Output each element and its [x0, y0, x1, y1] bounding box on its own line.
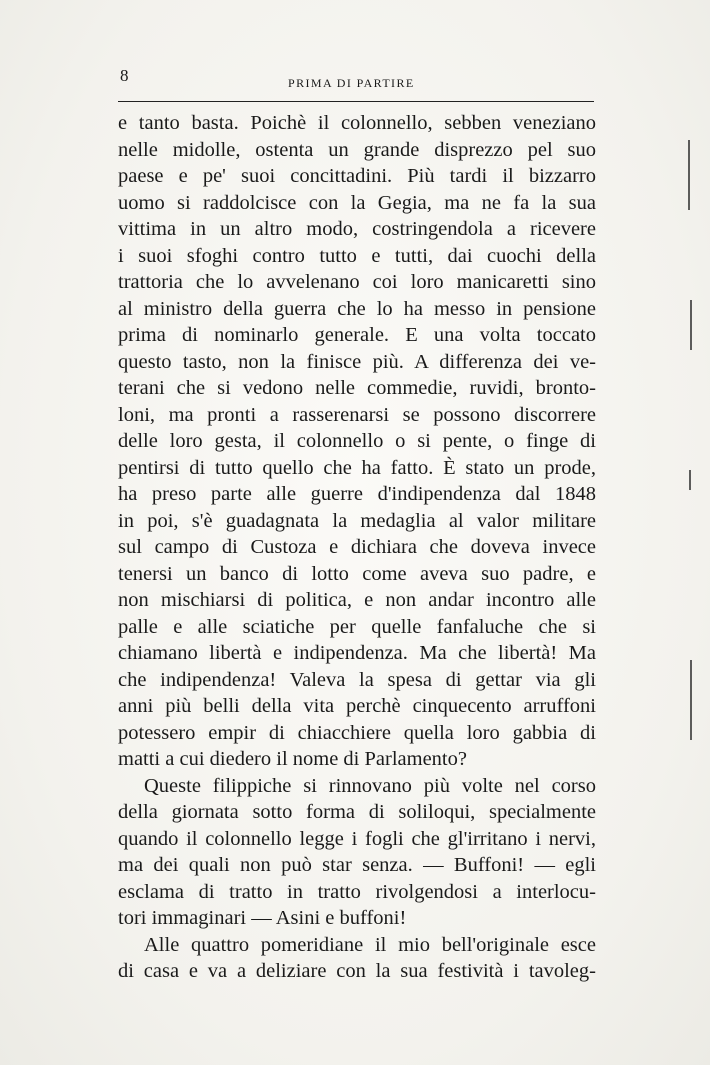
text-line: al ministro della guerra che lo ha messo in pensione [118, 297, 596, 320]
text-line: che indipendenza! Valeva la spesa di gettar via gli [118, 668, 596, 691]
text-line: potessero empir di chiacchiere quella loro gabbia di [118, 721, 596, 744]
header-rule [118, 101, 594, 102]
text-line: palle e alle sciatiche per quelle fanfaluche che si [118, 615, 596, 638]
right-margin-bleed-mark [688, 140, 690, 210]
text-line: delle loro gesta, il colonnello o si pente, o finge di [118, 430, 596, 452]
body-text [118, 110, 596, 985]
text-line: matti a cui diedero il nome di Parlamento? [118, 748, 467, 770]
text-line: ma dei quali non può star senza. — Buffoni! — egli [118, 854, 596, 876]
right-margin-bleed-mark [690, 660, 692, 740]
page-header [118, 66, 596, 100]
text-line: quando il colonnello legge i fogli che gl'irritano i nervi, [118, 827, 596, 850]
text-line: esclama di tratto in tratto rivolgendosi a interlocu- [118, 880, 596, 903]
text-line: non mischiarsi di politica, e non andar incontro alle [118, 589, 596, 611]
text-line: tenersi un banco di lotto come aveva suo padre, e [118, 562, 596, 585]
paragraph-1 [118, 110, 596, 773]
right-margin-bleed-mark [690, 300, 692, 350]
text-line: loni, ma pronti a rasserenarsi se possono discorrere [118, 403, 596, 426]
text-line: paese e pe' suoi concittadini. Più tardi il bizzarro [118, 165, 596, 187]
text-line: prima di nominarlo generale. E una volta toccato [118, 324, 596, 346]
running-title: PRIMA DI PARTIRE [288, 76, 415, 90]
text-line: tori immaginari — Asini e buffoni! [118, 907, 407, 929]
text-line: uomo si raddolcisce con la Gegia, ma ne fa la sua [118, 191, 596, 214]
text-line: terani che si vedono nelle commedie, ruvidi, bronto- [118, 377, 596, 399]
text-line: questo tasto, non la finisce più. A differenza dei ve- [118, 350, 596, 373]
text-line: i suoi sfoghi contro tutto e tutti, dai cuochi della [118, 244, 596, 267]
text-line: e tanto basta. Poichè il colonnello, sebben veneziano [118, 112, 596, 134]
text-line: di casa e va a deliziare con la sua festività i tavoleg- [118, 960, 596, 982]
text-line: Alle quattro pomeridiane il mio bell'originale esce [144, 933, 596, 956]
text-line: vittima in un altro modo, costringendola a ricevere [118, 218, 596, 240]
text-line: della giornata sotto forma di soliloqui, specialmente [118, 801, 596, 823]
text-line: sul campo di Custoza e dichiara che doveva invece [118, 536, 596, 558]
text-line: Queste filippiche si rinnovano più volte nel corso [144, 774, 596, 797]
text-line: nelle midolle, ostenta un grande disprezzo pel suo [118, 138, 596, 161]
text-line: chiamano libertà e indipendenza. Ma che libertà! Ma [118, 642, 596, 664]
text-line: trattoria che lo avvelenano coi loro manicaretti sino [118, 271, 596, 293]
text-line: in poi, s'è guadagnata la medaglia al valor militare [118, 509, 596, 532]
text-line: pentirsi di tutto quello che ha fatto. È stato un prode, [118, 456, 596, 479]
paragraph-2 [118, 773, 596, 932]
page-number: 8 [120, 66, 129, 85]
paragraph-3 [118, 932, 596, 985]
text-line: ha preso parte alle guerre d'indipendenza dal 1848 [118, 483, 596, 505]
text-line: anni più belli della vita perchè cinquecento arruffoni [118, 695, 596, 717]
right-margin-bleed-mark [689, 470, 691, 490]
